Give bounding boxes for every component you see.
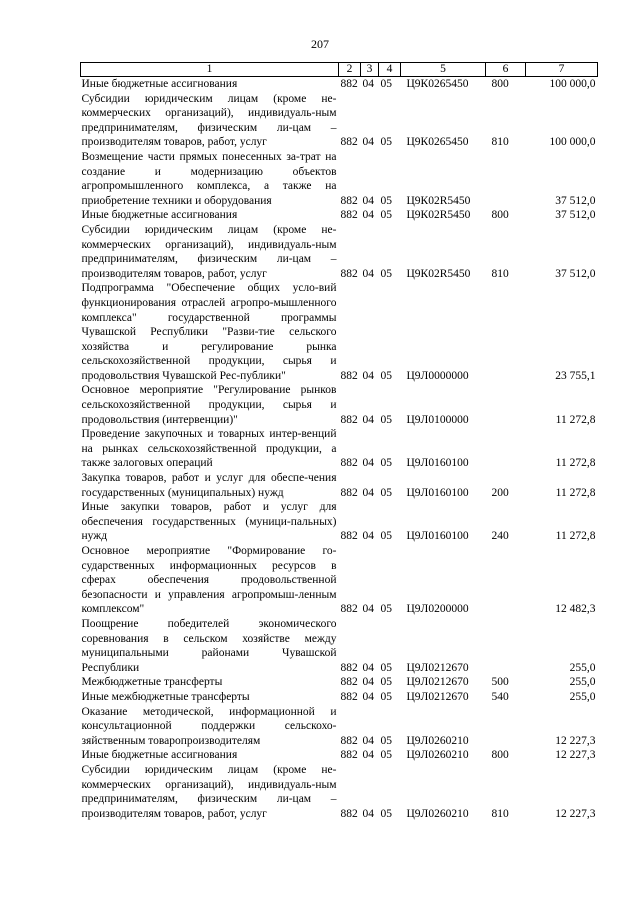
ministry-code: 882 — [340, 413, 358, 426]
target-article-code: Ц9К02R5450 — [406, 267, 471, 280]
expense-type-code — [486, 705, 526, 749]
subsection-code: 05 — [380, 78, 392, 90]
section-code: 04 — [362, 734, 374, 747]
expense-type-code — [486, 617, 526, 675]
budget-item-name: Иные бюджетные ассигнования — [81, 78, 238, 90]
budget-item-name: Возмещение части прямых понесенных за-трат на создание и модернизацию объектов агропромышленного комплекса, а также на приобретение техники и оборудования — [81, 150, 337, 207]
expense-type-code: 540 — [491, 690, 509, 703]
column-header: 7 — [526, 63, 598, 77]
column-header: 5 — [401, 63, 486, 77]
amount-value: 11 272,8 — [555, 530, 596, 543]
subsection-code: 05 — [380, 530, 392, 543]
subsection-code: 05 — [380, 734, 392, 747]
target-article-code: Ц9Л0260210 — [406, 749, 469, 762]
amount-value: 37 512,0 — [555, 194, 596, 207]
budget-item-name: Проведение закупочных и товарных интер-венций на рынках сельскохозяйственной продукции, а также залоговых операций — [81, 428, 337, 470]
table-row — [81, 763, 598, 821]
budget-item-name: Закупка товаров, работ и услуг для обеспе-чения государственных (муниципальных) нужд — [81, 472, 337, 499]
table-row — [81, 92, 598, 150]
table-row — [81, 383, 598, 427]
table-row — [81, 281, 598, 383]
subsection-code: 05 — [380, 194, 392, 207]
expense-type-code — [486, 150, 526, 208]
table-row — [81, 471, 598, 500]
ministry-code: 882 — [340, 690, 358, 703]
subsection-code: 05 — [380, 486, 392, 499]
target-article-code: Ц9Л0212670 — [406, 690, 469, 703]
expense-type-code — [486, 544, 526, 617]
ministry-code: 882 — [340, 369, 358, 382]
table-row — [81, 77, 598, 92]
target-article-code: Ц9К02R5450 — [406, 209, 471, 222]
table-row — [81, 427, 598, 471]
page-number: 207 — [311, 37, 329, 51]
section-code: 04 — [362, 267, 374, 280]
target-article-code: Ц9Л0160100 — [406, 457, 469, 470]
table-row — [81, 690, 598, 705]
expense-type-code — [486, 427, 526, 471]
expense-type-code: 800 — [491, 209, 509, 222]
target-article-code: Ц9Л0260210 — [406, 807, 469, 820]
amount-value: 11 272,8 — [555, 486, 596, 499]
target-article-code: Ц9Л0100000 — [406, 413, 469, 426]
subsection-code: 05 — [380, 603, 392, 616]
expense-type-code: 800 — [491, 749, 509, 762]
target-article-code: Ц9Л0260210 — [406, 734, 469, 747]
amount-value: 11 272,8 — [555, 413, 596, 426]
target-article-code: Ц9Л0212670 — [406, 676, 469, 689]
budget-item-name: Субсидии юридическим лицам (кроме не-коммерческих организаций), индивидуаль-ным предпринимателям, физическим ли-цам – производителям товаров, работ, услуг — [81, 92, 337, 149]
column-header: 2 — [339, 63, 361, 77]
amount-value: 100 000,0 — [549, 78, 596, 90]
budget-item-name: Субсидии юридическим лицам (кроме не-коммерческих организаций), индивидуаль-ным предпринимателям, физическим ли-цам – производителям товаров, работ, услуг — [81, 223, 337, 280]
budget-item-name: Подпрограмма "Обеспечение общих усло-вий функционирования отраслей агропро-мышленного комплекса" государственной программы Чувашской Республики "Разви-тие сельского хозяйства и регулирование рынка сельскохозяйственной продукции, сырья и продовольствия Чувашской Рес-публики" — [81, 282, 337, 382]
budget-item-name: Основное мероприятие "Регулирование рынков сельскохозяйственной продукции, сырья и продовольствия (интервенции)" — [81, 384, 337, 426]
table-row — [81, 675, 598, 690]
section-code: 04 — [362, 530, 374, 543]
amount-value: 23 755,1 — [555, 369, 596, 382]
budget-item-name: Поощрение победителей экономического соревнования в сельском хозяйстве между муниципальными районами Чувашской Республики — [81, 617, 337, 674]
target-article-code: Ц9Л0160100 — [406, 486, 469, 499]
subsection-code: 05 — [380, 661, 392, 674]
subsection-code: 05 — [380, 267, 392, 280]
budget-item-name: Иные бюджетные ассигнования — [81, 749, 238, 762]
expense-type-code: 810 — [491, 267, 509, 280]
ministry-code: 882 — [340, 78, 358, 90]
target-article-code: Ц9Л0160100 — [406, 530, 469, 543]
section-code: 04 — [362, 749, 374, 762]
target-article-code: Ц9Л0212670 — [406, 661, 469, 674]
expense-type-code: 810 — [491, 807, 509, 820]
section-code: 04 — [362, 369, 374, 382]
amount-value: 11 272,8 — [555, 457, 596, 470]
budget-table — [80, 62, 598, 821]
subsection-code: 05 — [380, 690, 392, 703]
budget-item-name: Оказание методической, информационной и консультационной поддержки сельскохо-зяйственным товаропроизводителям — [81, 705, 337, 747]
section-code: 04 — [362, 457, 374, 470]
subsection-code: 05 — [380, 136, 392, 149]
section-code: 04 — [362, 78, 374, 90]
ministry-code: 882 — [340, 486, 358, 499]
target-article-code: Ц9К02R5450 — [406, 194, 471, 207]
table-row — [81, 748, 598, 763]
section-code: 04 — [362, 690, 374, 703]
ministry-code: 882 — [340, 734, 358, 747]
subsection-code: 05 — [380, 209, 392, 222]
column-header: 1 — [81, 63, 339, 77]
table-row — [81, 617, 598, 675]
amount-value: 255,0 — [569, 661, 596, 674]
ministry-code: 882 — [340, 603, 358, 616]
budget-item-name: Межбюджетные трансферты — [81, 676, 223, 689]
ministry-code: 882 — [340, 209, 358, 222]
section-code: 04 — [362, 603, 374, 616]
amount-value: 255,0 — [569, 690, 596, 703]
section-code: 04 — [362, 486, 374, 499]
table-row — [81, 705, 598, 749]
section-code: 04 — [362, 661, 374, 674]
section-code: 04 — [362, 413, 374, 426]
table-row — [81, 208, 598, 223]
ministry-code: 882 — [340, 194, 358, 207]
amount-value: 37 512,0 — [555, 209, 596, 222]
budget-item-name: Иные закупки товаров, работ и услуг для обеспечения государственных (муници-пальных) нужд — [81, 501, 337, 543]
ministry-code: 882 — [340, 530, 358, 543]
subsection-code: 05 — [380, 457, 392, 470]
amount-value: 100 000,0 — [549, 136, 596, 149]
target-article-code: Ц9К0265450 — [406, 136, 469, 149]
expense-type-code: 500 — [491, 676, 509, 689]
section-code: 04 — [362, 209, 374, 222]
amount-value: 12 227,3 — [555, 749, 596, 762]
expense-type-code: 240 — [491, 530, 509, 543]
ministry-code: 882 — [340, 749, 358, 762]
ministry-code: 882 — [340, 661, 358, 674]
subsection-code: 05 — [380, 749, 392, 762]
column-header: 6 — [486, 63, 526, 77]
table-row — [81, 150, 598, 208]
ministry-code: 882 — [340, 457, 358, 470]
target-article-code: Ц9К0265450 — [406, 78, 469, 90]
table-header-row — [81, 63, 598, 77]
section-code: 04 — [362, 194, 374, 207]
table-body — [81, 77, 598, 822]
amount-value: 37 512,0 — [555, 267, 596, 280]
ministry-code: 882 — [340, 676, 358, 689]
budget-item-name: Иные межбюджетные трансферты — [81, 690, 250, 703]
subsection-code: 05 — [380, 807, 392, 820]
subsection-code: 05 — [380, 413, 392, 426]
ministry-code: 882 — [340, 136, 358, 149]
budget-item-name: Субсидии юридическим лицам (кроме не-коммерческих организаций), индивидуаль-ным предпринимателям, физическим ли-цам – производителям товаров, работ, услуг — [81, 763, 337, 820]
subsection-code: 05 — [380, 676, 392, 689]
budget-item-name: Основное мероприятие "Формирование го-сударственных информационных ресурсов в сферах обеспечения продовольственной безопасности и управления агропромыш-ленным комплексом" — [81, 545, 337, 616]
ministry-code: 882 — [340, 807, 358, 820]
amount-value: 12 227,3 — [555, 734, 596, 747]
section-code: 04 — [362, 136, 374, 149]
ministry-code: 882 — [340, 267, 358, 280]
table-row — [81, 500, 598, 544]
amount-value: 12 227,3 — [555, 807, 596, 820]
expense-type-code — [486, 281, 526, 383]
expense-type-code: 200 — [491, 486, 509, 499]
expense-type-code: 810 — [491, 136, 509, 149]
subsection-code: 05 — [380, 369, 392, 382]
section-code: 04 — [362, 676, 374, 689]
expense-type-code — [486, 383, 526, 427]
column-header: 3 — [361, 63, 379, 77]
budget-item-name: Иные бюджетные ассигнования — [81, 209, 238, 222]
expense-type-code: 800 — [491, 78, 509, 90]
target-article-code: Ц9Л0000000 — [406, 369, 469, 382]
table-row — [81, 544, 598, 617]
amount-value: 255,0 — [569, 676, 596, 689]
target-article-code: Ц9Л0200000 — [406, 603, 469, 616]
amount-value: 12 482,3 — [555, 603, 596, 616]
table-row — [81, 223, 598, 281]
section-code: 04 — [362, 807, 374, 820]
column-header: 4 — [379, 63, 401, 77]
